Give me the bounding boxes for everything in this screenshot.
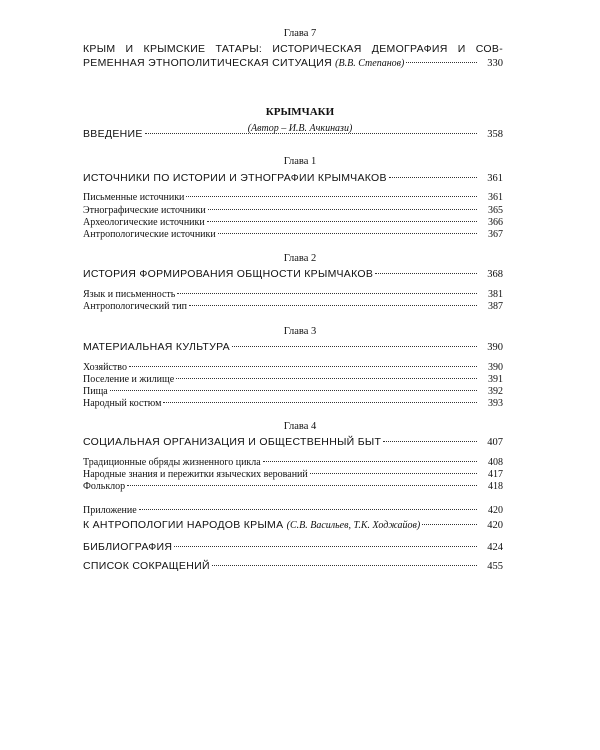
toc-entry-sub[interactable] xyxy=(83,192,503,206)
entry-title: ИСТОЧНИКИ ПО ИСТОРИИ И ЭТНОГРАФИИ КРЫМЧАКОВ xyxy=(83,172,387,184)
entry-title-line2: РЕМЕННАЯ ЭТНОПОЛИТИЧЕСКАЯ СИТУАЦИЯ xyxy=(83,57,332,69)
dot-leader xyxy=(208,209,477,210)
page-number: 365 xyxy=(488,205,503,216)
entry-author: (В.В. Степанов) xyxy=(335,58,405,69)
page-number: 358 xyxy=(487,129,503,140)
entry-title: СОЦИАЛЬНАЯ ОРГАНИЗАЦИЯ И ОБЩЕСТВЕННЫЙ БЫТ xyxy=(83,436,382,448)
toc-entry-sub[interactable] xyxy=(83,481,503,495)
chapter-label: Глава 4 xyxy=(283,421,317,432)
entry-title: К АНТРОПОЛОГИИ НАРОДОВ КРЫМА xyxy=(83,519,284,531)
dot-leader xyxy=(174,546,477,547)
entry-title: МАТЕРИАЛЬНАЯ КУЛЬТУРА xyxy=(83,341,230,353)
toc-entry-bibliography[interactable] xyxy=(83,541,503,555)
page-number: 367 xyxy=(488,229,503,240)
dot-leader xyxy=(207,221,477,222)
toc-entry-intro[interactable] xyxy=(83,128,503,142)
dot-leader xyxy=(375,273,477,274)
entry-title: Археологические источники xyxy=(83,217,205,228)
entry-title: ВВЕДЕНИЕ xyxy=(83,128,143,140)
toc-entry-appendix[interactable] xyxy=(83,519,503,533)
toc-entry-abbreviations[interactable] xyxy=(83,560,503,574)
page-number: 418 xyxy=(488,481,503,492)
page-number: 361 xyxy=(488,192,503,203)
page-number: 330 xyxy=(487,58,503,69)
page-number: 391 xyxy=(488,374,503,385)
toc-entry-crimea[interactable] xyxy=(83,43,503,71)
entry-title: Антропологические источники xyxy=(83,229,216,240)
section-author: (Автор – И.В. Ачкинази) xyxy=(247,123,353,134)
dot-leader xyxy=(189,305,477,306)
dot-leader xyxy=(129,366,477,367)
toc-entry-chapter[interactable] xyxy=(83,341,503,355)
dot-leader xyxy=(163,402,477,403)
page-number: 455 xyxy=(487,561,503,572)
page-number: 390 xyxy=(487,342,503,353)
dot-leader xyxy=(186,196,477,197)
entry-title-line1: КРЫМ И КРЫМСКИЕ ТАТАРЫ: ИСТОРИЧЕСКАЯ ДЕМОГРАФИЯ И СОВ- xyxy=(83,43,503,55)
dot-leader xyxy=(232,346,477,347)
page-number: 361 xyxy=(487,173,503,184)
dot-leader xyxy=(422,524,477,525)
entry-title: Письменные источники xyxy=(83,192,185,203)
toc-entry-sub[interactable] xyxy=(83,229,503,243)
page-number: 390 xyxy=(488,362,503,373)
entry-title: Фольклор xyxy=(83,481,126,492)
dot-leader xyxy=(389,177,477,178)
entry-title: Хозяйство xyxy=(83,362,127,373)
entry-title: Этнографические источники xyxy=(83,205,206,216)
entry-title: Традиционные обряды жизненного цикла xyxy=(83,457,261,468)
entry-title: Народные знания и пережитки языческих верований xyxy=(83,469,308,480)
entry-title: Антропологический тип xyxy=(83,301,188,312)
dot-leader xyxy=(310,473,477,474)
page-number: 420 xyxy=(488,505,503,516)
page-number: 424 xyxy=(487,542,503,553)
chapter-label: Глава 1 xyxy=(283,156,317,167)
entry-title: СПИСОК СОКРАЩЕНИЙ xyxy=(83,560,210,572)
toc-entry-chapter[interactable] xyxy=(83,436,503,450)
chapter-label: Глава 3 xyxy=(283,326,317,337)
page-number: 392 xyxy=(488,386,503,397)
chapter-label: Глава 7 xyxy=(283,28,317,39)
page-number: 420 xyxy=(487,520,503,531)
dot-leader xyxy=(145,133,477,134)
toc-entry-appendix-label[interactable] xyxy=(83,505,503,519)
entry-title: ИСТОРИЯ ФОРМИРОВАНИЯ ОБЩНОСТИ КРЫМЧАКОВ xyxy=(83,268,374,280)
dot-leader xyxy=(218,233,477,234)
entry-title: БИБЛИОГРАФИЯ xyxy=(83,541,173,553)
dot-leader xyxy=(110,390,477,391)
toc-entry-sub[interactable] xyxy=(83,301,503,315)
entry-title: Язык и письменность xyxy=(83,289,176,300)
toc-entry-chapter[interactable] xyxy=(83,172,503,186)
dot-leader xyxy=(383,441,477,442)
page-number: 393 xyxy=(488,398,503,409)
dot-leader xyxy=(212,565,477,566)
dot-leader xyxy=(127,485,477,486)
entry-title: Приложение xyxy=(83,505,137,516)
dot-leader xyxy=(263,461,477,462)
entry-title: Пища xyxy=(83,386,108,397)
entry-title: Поселение и жилище xyxy=(83,374,175,385)
page-number: 381 xyxy=(488,289,503,300)
page-number: 366 xyxy=(488,217,503,228)
dot-leader xyxy=(177,293,477,294)
page-number: 368 xyxy=(487,269,503,280)
dot-leader xyxy=(406,62,477,63)
page-number: 408 xyxy=(488,457,503,468)
dot-leader xyxy=(176,378,477,379)
toc-entry-sub[interactable] xyxy=(83,398,503,412)
entry-title: Народный костюм xyxy=(83,398,162,409)
dot-leader xyxy=(139,509,477,510)
toc-entry-chapter[interactable] xyxy=(83,268,503,282)
section-title: КРЫМЧАКИ xyxy=(265,106,335,118)
entry-author: (С.В. Васильев, Т.К. Ходжайов) xyxy=(286,520,421,531)
page-number: 387 xyxy=(488,301,503,312)
chapter-label: Глава 2 xyxy=(283,253,317,264)
page-number: 407 xyxy=(487,437,503,448)
page-number: 417 xyxy=(488,469,503,480)
